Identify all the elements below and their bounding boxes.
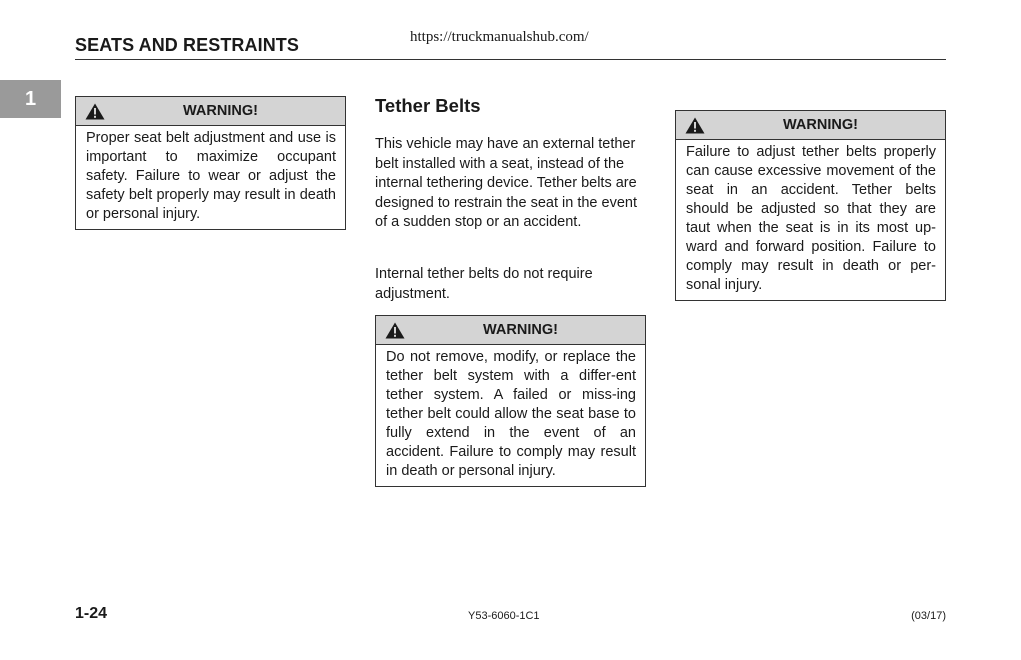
warning-box-seat-belt bbox=[75, 96, 346, 230]
chapter-tab: 1 bbox=[0, 80, 61, 118]
warning-box-tether-adjust bbox=[675, 110, 946, 301]
warning-header bbox=[76, 97, 345, 126]
revision-date: (03/17) bbox=[911, 610, 946, 622]
section-paragraph-1: This vehicle may have an external tether belt installed with a seat, instead of the internal tethering device. Tether belts are designed to restrain the seat in the event of a sudden stop or an accident. bbox=[375, 136, 637, 230]
section-paragraph-2: Internal tether belts do not require adjustment. bbox=[375, 266, 593, 302]
warning-header bbox=[676, 111, 945, 140]
warning-box-tether-replace bbox=[375, 315, 646, 487]
warning-header bbox=[376, 316, 645, 345]
page-header-title: SEATS AND RESTRAINTS bbox=[75, 35, 300, 55]
section-title: Tether Belts bbox=[375, 95, 481, 116]
page-number: 1-24 bbox=[75, 605, 108, 622]
header-rule bbox=[75, 59, 946, 60]
source-url: https://truckmanualshub.com/ bbox=[410, 29, 589, 45]
warning-text: Do not remove, modify, or replace the tether belt system with a differ-ent tether system. A failed or miss-ing tether belt could allow the seat base to fully extend in the event of an accident. Failure to comply may result in death or personal injury. bbox=[386, 349, 636, 479]
document-code: Y53-6060-1C1 bbox=[468, 610, 540, 622]
warning-text: Failure to adjust tether belts properly can cause excessive movement of the seat in an accident. Tether belts should be adjusted so that they are taut when the seat is in its most up-ward and forward position. Failure to comply may result in death or per-sonal injury. bbox=[686, 144, 936, 293]
warning-label: WARNING! bbox=[183, 103, 258, 119]
warning-text: Proper seat belt adjustment and use is important to maximize occupant safety. Failure to wear or adjust the safety belt properly may result in death or personal injury. bbox=[86, 130, 336, 222]
warning-label: WARNING! bbox=[483, 322, 558, 338]
warning-label: WARNING! bbox=[783, 117, 858, 133]
